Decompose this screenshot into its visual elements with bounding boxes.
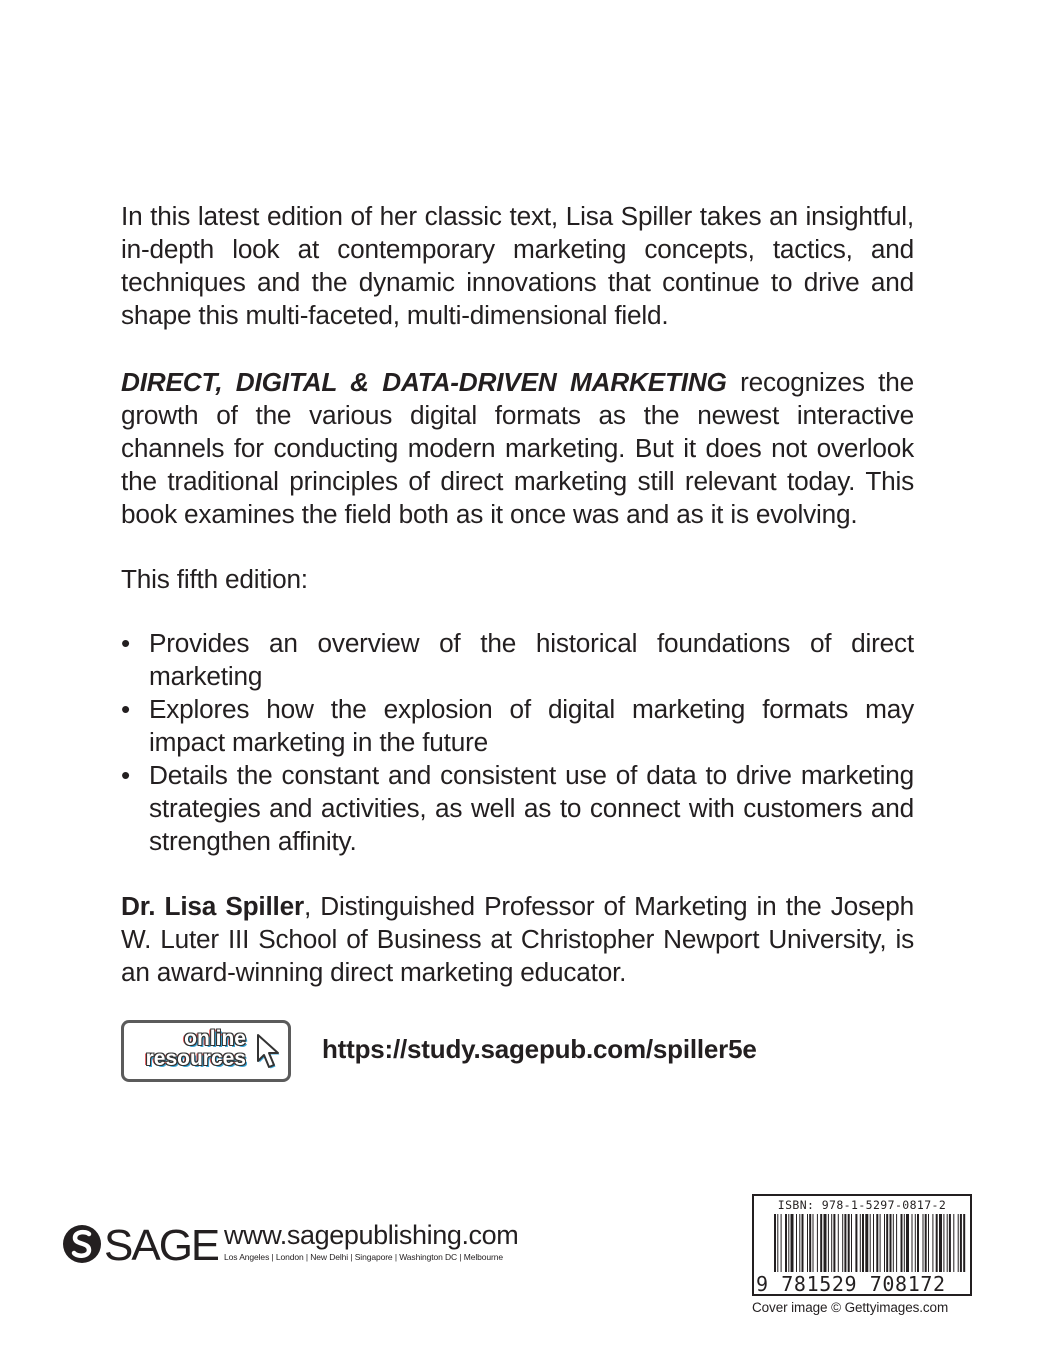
edition-intro: This fifth edition:	[121, 564, 308, 594]
bullet-icon: •	[121, 694, 130, 724]
author-name: Dr. Lisa Spiller	[121, 891, 304, 921]
book-title: DIRECT, DIGITAL & DATA-DRIVEN MARKETING	[121, 367, 727, 397]
sage-logo	[62, 1222, 218, 1266]
author-bio	[121, 890, 914, 989]
bullet-icon: •	[121, 760, 130, 790]
book-description-paragraph	[121, 366, 914, 531]
pointer-cursor-icon	[252, 1031, 284, 1073]
bullet-icon: •	[121, 628, 130, 658]
feature-list	[121, 627, 914, 858]
online-resources-label: online resources	[145, 1027, 246, 1070]
cover-image-credit: Cover image © Gettyimages.com	[752, 1300, 949, 1315]
publisher-website[interactable]: www.sagepublishing.com	[224, 1220, 519, 1250]
publisher-cities: Los Angeles | London | New Delhi | Singapore | Washington DC | Melbourne	[224, 1252, 503, 1262]
list-item: • Explores how the explosion of digital marketing formats may impact marketing in the future	[121, 694, 914, 757]
intro-paragraph: In this latest edition of her classic text, Lisa Spiller takes an insightful, in-depth look at contemporary marketing concepts, tactics, and techniques and the dynamic innovations that continue to drive and shape this multi-faceted, multi-dimensional field.	[121, 201, 914, 330]
book-description-text: recognizes the growth of the various digital formats as the newest interactive channels for conducting modern marketing. But it does not overlook the traditional principles of direct marketing still relevant today. This book examines the field both as it once was and as it is evolving.	[121, 367, 914, 529]
barcode-digits: 9 781529 708172	[756, 1272, 946, 1296]
online-resources-link[interactable]: https://study.sagepub.com/spiller5e	[322, 1034, 757, 1064]
barcode-bars	[760, 1214, 966, 1276]
sage-logo-text: SAGE	[104, 1222, 218, 1266]
author-bio-text: , Distinguished Professor of Marketing in the Joseph W. Luter III School of Business at Christopher Newport University, is an award-winning direct marketing educator.	[121, 891, 914, 987]
isbn-barcode	[752, 1194, 972, 1296]
list-item: • Provides an overview of the historical foundations of direct marketing	[121, 628, 914, 691]
list-item: • Details the constant and consistent use of data to drive marketing strategies and activities, as well as to connect with customers and strengthen affinity.	[121, 760, 914, 856]
isbn-label: ISBN: 978-1-5297-0817-2	[777, 1198, 947, 1212]
online-resources-badge[interactable]	[121, 1020, 291, 1082]
